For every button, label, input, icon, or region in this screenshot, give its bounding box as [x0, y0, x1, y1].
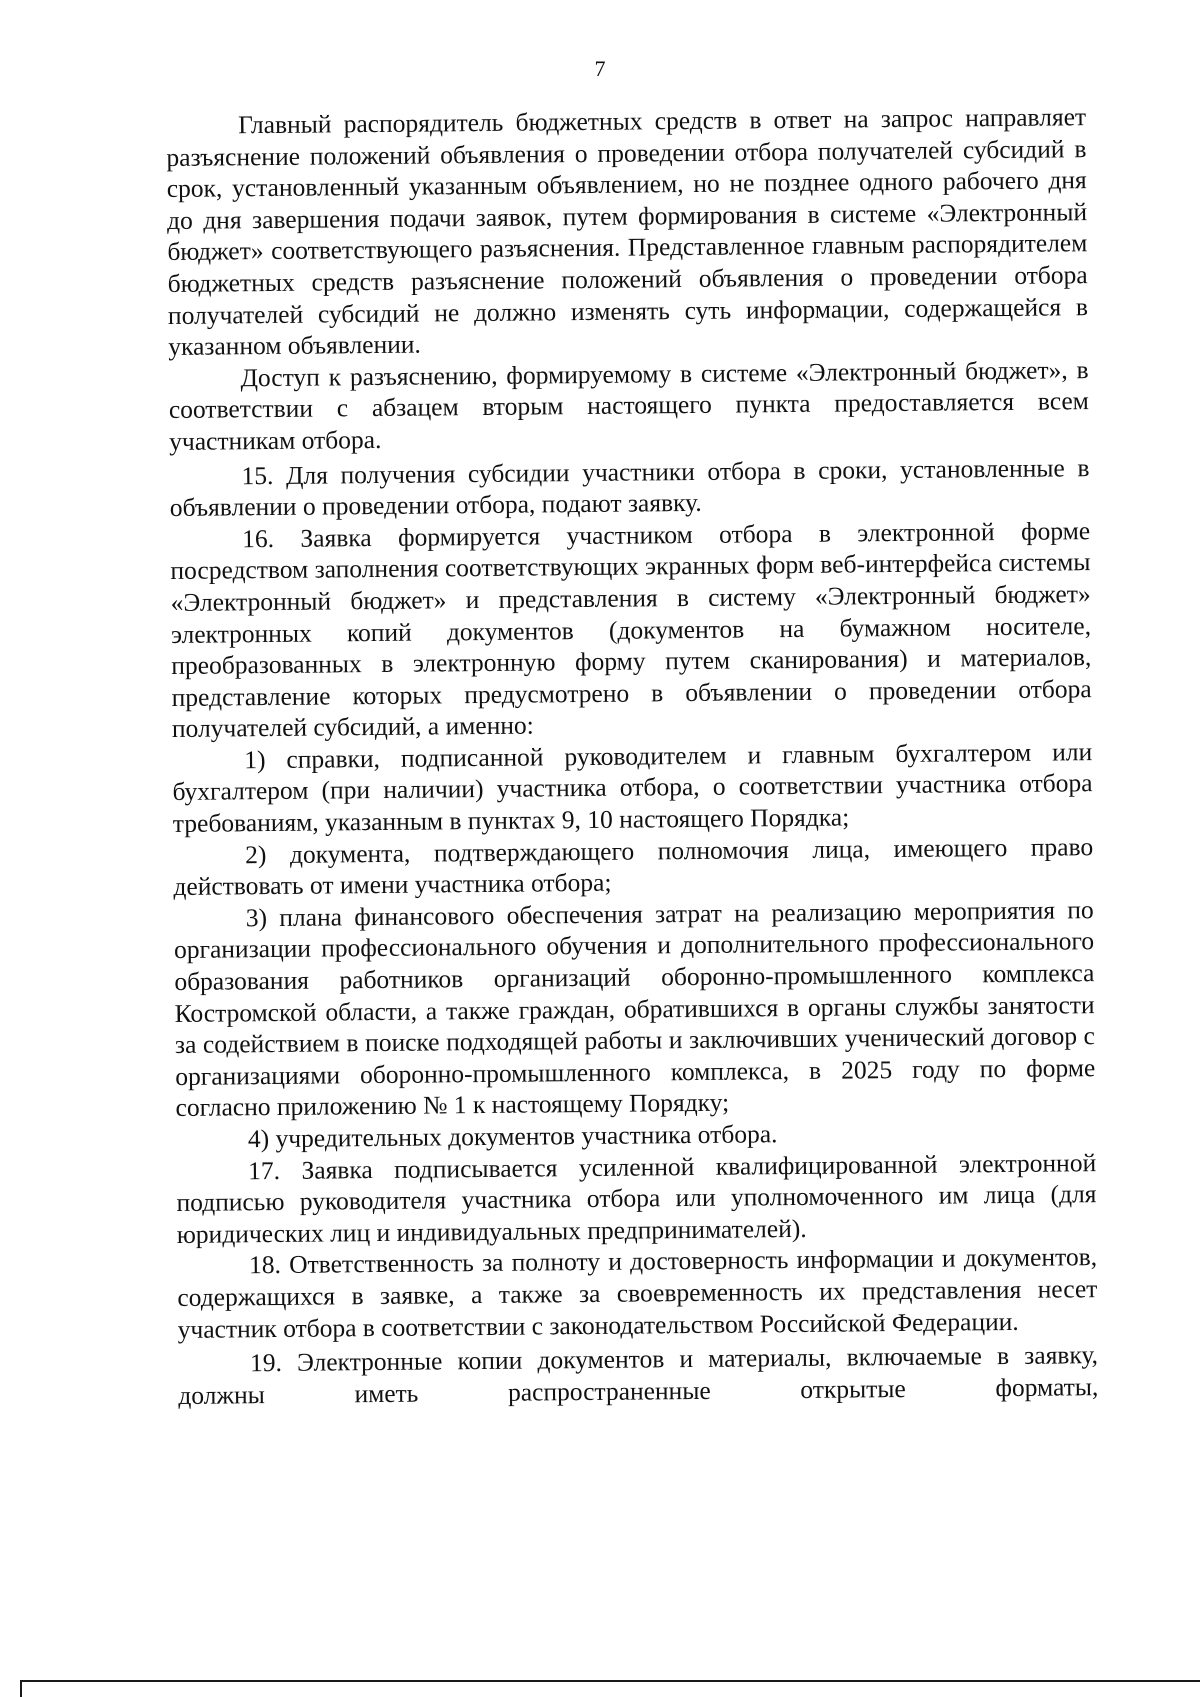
scan-left-edge	[20, 1682, 22, 1697]
page-number: 7	[594, 56, 606, 81]
list-item-2: 2) документа, подтверждающего полномочия лица, имеющего право действовать от имени участника отбора;	[173, 831, 1094, 902]
paragraph-access: Доступ к разъяснению, формируемому в системе «Электронный бюджет», в соответствии с абзацем вторым настоящего пункта предоставляется всем участникам отбора.	[168, 354, 1089, 456]
paragraph-15: 15. Для получения субсидии участники отбора в сроки, установленные в объявлении о проведении отбора, подают заявку.	[169, 452, 1090, 523]
paragraph-16: 16. Заявка формируется участником отбора в электронной форме посредством заполнения соответствующих экранных форм веб-интерфейса системы «Электронный бюджет» и представления в систему «Электронный бюджет» электронных копий документов (документов на бумажном носителе, преобразованных в электронную форму путем сканирования) и материалов, представление которых предусмотрено в объявлении о проведении отбора получателей субсидий, а именно:	[170, 515, 1092, 744]
document-body	[166, 101, 1098, 1411]
list-item-3: 3) плана финансового обеспечения затрат на реализацию мероприятия по организации профессионального обучения и дополнительного профессионального образования работников организаций оборонно-промышленного комплекса Костромской области, а также граждан, обратившихся в органы службы занятости за содействием в поиске подходящей работы и заключивших ученический договор с организациями оборонно-промышленного комплекса, в 2025 году по форме согласно приложению № 1 к настоящему Порядку;	[173, 894, 1096, 1123]
paragraph-19: 19. Электронные копии документов и материалы, включаемые в заявку, должны иметь распространенные открытые форматы,	[178, 1340, 1099, 1410]
list-item-1: 1) справки, подписанной руководителем и главным бухгалтером или бухгалтером (при наличии) участника отбора, о соответствии участника отбора требованиям, указанным в пунктах 9, 10 настоящего Порядка;	[172, 737, 1093, 839]
list-item-4: 4) учредительных документов участника отбора.	[247, 1119, 778, 1154]
scan-bottom-edge	[20, 1680, 1200, 1682]
paragraph-17: 17. Заявка подписывается усиленной квалифицированной электронной подписью руководителя участника отбора или уполномоченного им лица (для юридических лиц и индивидуальных предпринимателей).	[176, 1147, 1097, 1249]
paragraph-18: 18. Ответственность за полноту и достоверность информации и документов, содержащихся в заявке, а также за своевременность их представления несет участник отбора в соответствии с законодательством Российской Федерации.	[177, 1242, 1098, 1344]
paragraph-clarification: Главный распорядитель бюджетных средств в ответ на запрос направляет разъяснение положений объявления о проведении отбора получателей субсидий в срок, установленный указанным объявлением, но не позднее одного рабочего дня до дня завершения подачи заявок, путем формирования в системе «Электронный бюджет» соответствующего разъяснения. Представленное главным распорядителем бюджетных средств разъяснение положений объявления о проведении отбора получателей субсидий не должно изменять суть информации, содержащейся в указанном объявлении.	[166, 102, 1089, 362]
